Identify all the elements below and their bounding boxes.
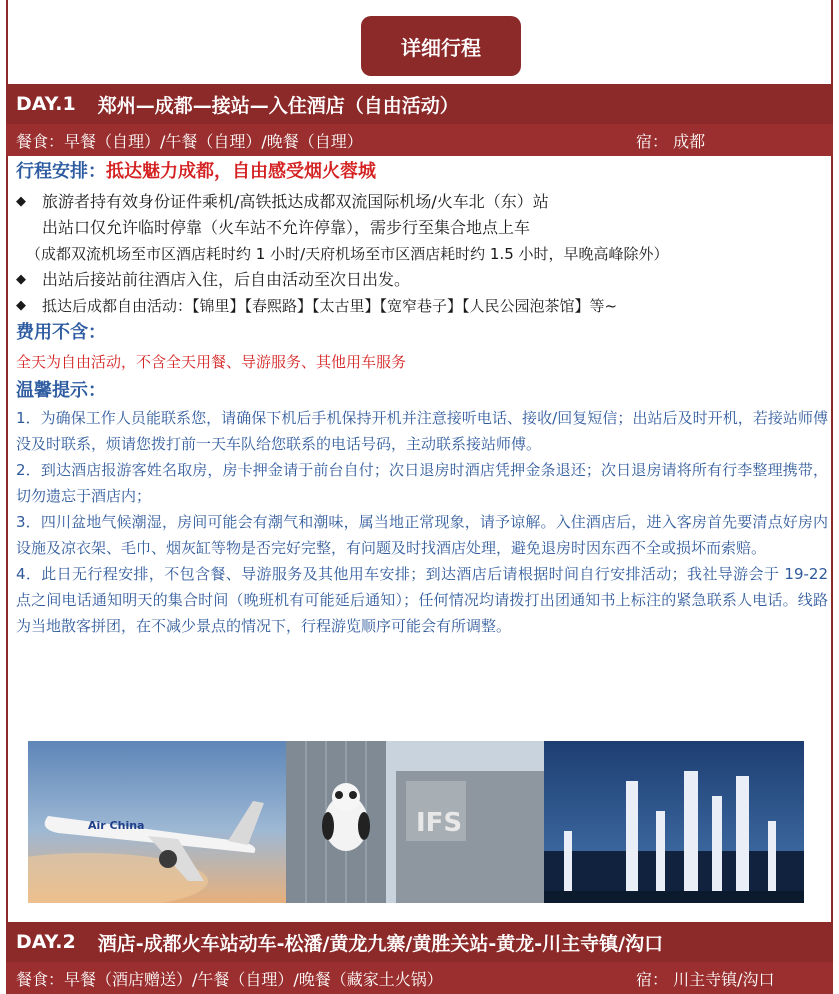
page-title: 详细行程 (361, 16, 521, 76)
bullet-text: 旅游者持有效身份证件乘机/高铁抵达成都双流国际机场/火车北（东）站 (42, 192, 549, 211)
day2-meals: 餐食：早餐（酒店赠送）/午餐（自理）/晚餐（藏家土火锅） (16, 969, 443, 989)
day1-meals: 餐食：早餐（自理）/午餐（自理）/晚餐（自理） (16, 131, 363, 151)
diamond-icon: ◆ (16, 272, 26, 287)
excluded-label: 费用不含： (16, 322, 106, 343)
fountain-image (544, 741, 804, 903)
day2-header (6, 922, 833, 962)
day1-stay: 宿： 成都 (636, 131, 706, 151)
bullet-continuation: （成都双流机场至市区酒店耗时约 1 小时/天府机场至市区酒店耗时约 1.5 小时，早晚高峰除外） (26, 245, 669, 263)
diamond-icon: ◆ (16, 194, 26, 209)
day1-content (16, 159, 828, 639)
ifs-image (286, 741, 544, 903)
bullet-text: 出站后接站前往酒店入住，后自由活动至次日出发。 (42, 270, 411, 289)
tip-item: 2．到达酒店报游客姓名取房，房卡押金请于前台自付；次日退房时酒店凭押金条退还；次日退房请将所有行李整理携带，切勿遗忘于酒店内； (16, 461, 828, 505)
excluded-text: 全天为自由活动，不含全天用餐、导游服务、其他用车服务 (16, 353, 407, 371)
day2-route: 酒店-成都火车站动车-松潘/黄龙九寨/黄胜关站-黄龙-川主寺镇/沟口 (97, 932, 664, 955)
airline-text: Air China (88, 819, 145, 832)
schedule-label: 行程安排： (16, 161, 106, 182)
bullet-item (16, 189, 828, 215)
airplane-image (28, 741, 286, 903)
bullet-item (16, 293, 828, 319)
photo-strip (28, 741, 804, 903)
day1-code: DAY.1 (16, 93, 76, 115)
ifs-photo (286, 741, 544, 903)
ifs-text: IFS (416, 808, 463, 838)
schedule-line (16, 159, 828, 185)
tip-item: 1．为确保工作人员能联系您，请确保下机后手机保持开机并注意接听电话、接收/回复短信；出站后及时开机，若接站师傅没及时联系，烦请您拨打前一天车队给您联系的电话号码，主动联系接站师傅。 (16, 409, 828, 453)
day2-code: DAY.2 (16, 931, 76, 953)
airplane-photo (28, 741, 286, 903)
day2-stay: 宿： 川主寺镇/沟口 (636, 969, 775, 989)
tip-item: 4．此日无行程安排，不包含餐、导游服务及其他用车安排；到达酒店后请根据时间自行安排活动；我社导游会于 19-22 点之间电话通知明天的集合时间（晚班机有可能延后通知）；任何情况均请拨打出团通知书上标注的紧急联系人电话。线路为当地散客拼团，在不减少景点的情况下，行程游览顺序可能会有所调整。 (16, 565, 828, 635)
bullet-continuation: 出站口仅允许临时停靠（火车站不允许停靠），需步行至集合地点上车 (42, 218, 531, 237)
day2-meal-row (6, 962, 833, 994)
tip-item: 3．四川盆地气候潮湿，房间可能会有潮气和潮味，属当地正常现象，请予谅解。入住酒店后，进入客房首先要清点好房内设施及凉衣架、毛巾、烟灰缸等物是否完好完整，有问题及时找酒店处理，避免退房时因东西不全或损坏而索赔。 (16, 513, 828, 557)
day1-meal-row (6, 124, 833, 156)
diamond-icon: ◆ (16, 298, 26, 313)
fountain-photo (544, 741, 804, 903)
bullet-item (16, 267, 828, 293)
day1-route: 郑州—成都—接站—入住酒店（自由活动） (97, 94, 459, 117)
day1-header (6, 84, 833, 124)
schedule-highlight: 抵达魅力成都，自由感受烟火蓉城 (106, 161, 376, 182)
bullet-text: 抵达后成都自由活动：【锦里】【春熙路】【太古里】【宽窄巷子】【人民公园泡茶馆】等~ (42, 297, 618, 315)
tips-label: 温馨提示： (16, 380, 106, 401)
